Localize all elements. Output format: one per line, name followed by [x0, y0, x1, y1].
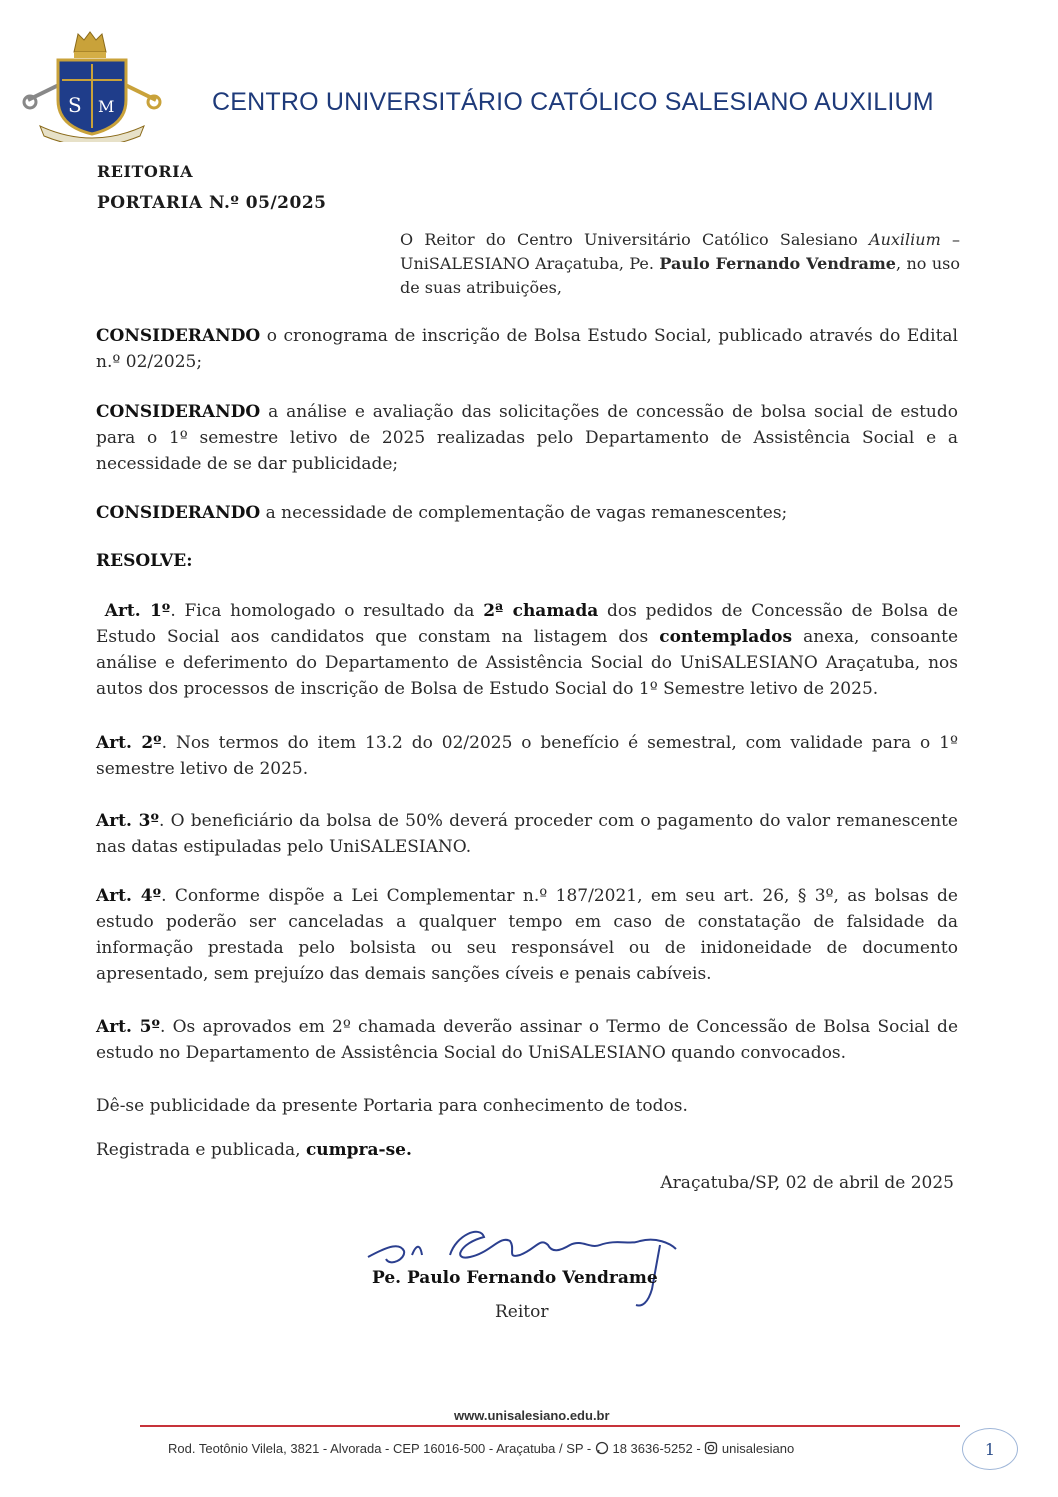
- department-label: REITORIA: [97, 162, 194, 181]
- article-2: Art. 2º. Nos termos do item 13.2 do 02/2025 o benefício é semestral, com validade para o 1º semestre letivo de 2025.: [96, 733, 958, 779]
- publicity-statement: Dê-se publicidade da presente Portaria para conhecimento de todos.: [96, 1096, 688, 1116]
- svg-text:M: M: [98, 97, 115, 116]
- article-5: Art. 5º. Os aprovados em 2º chamada deverão assinar o Termo de Concessão de Bolsa Social de estudo no Departamento de Assistência Social do UniSALESIANO quando convocados.: [96, 1017, 959, 1063]
- preamble: O Reitor do Centro Universitário Católico Salesiano Auxilium – UniSALESIANO Araçatuba, Pe. Paulo Fernando Vendrame, no uso de suas atribuições,: [400, 230, 961, 297]
- whatsapp-icon: [595, 1441, 609, 1455]
- instagram-icon: [704, 1441, 718, 1455]
- place-date: Araçatuba/SP, 02 de abril de 2025: [660, 1173, 954, 1193]
- salesian-coat-of-arms-icon: [18, 30, 166, 142]
- footer-divider: [140, 1425, 960, 1427]
- article-1: Art. 1º. Fica homologado o resultado da 2ª chamada dos pedidos de Concessão de Bolsa de Estudo Social aos candidatos que constam na listagem dos contemplados anexa, consoante análise e deferimento do Departamento de Assistência Social do UniSALESIANO Araçatuba, nos autos dos processos de inscrição de Bolsa de Estudo Social do 1º Semestre letivo de 2025.: [96, 601, 959, 699]
- resolve-heading: RESOLVE:: [96, 551, 193, 571]
- institution-name: CENTRO UNIVERSITÁRIO CATÓLICO SALESIANO AUXILIUM: [212, 88, 934, 116]
- article-3: Art. 3º. O beneficiário da bolsa de 50% deverá proceder com o pagamento do valor remanescente nas datas estipuladas pelo UniSALESIANO.: [96, 811, 958, 857]
- ordinance-number: PORTARIA N.º 05/2025: [97, 193, 327, 213]
- considering-paragraph: CONSIDERANDO a necessidade de complementação de vagas remanescentes;: [96, 503, 788, 523]
- article-4: Art. 4º. Conforme dispõe a Lei Complementar n.º 187/2021, em seu art. 26, § 3º, as bolsas de estudo poderão ser canceladas a qualquer tempo em caso de constatação de falsidade da informação prestada pelo bolsista ou seu responsável ou de inidoneidade de documento apresentado, sem prejuízo das demais sanções cíveis e penais cabíveis.: [96, 886, 958, 984]
- considering-paragraph: CONSIDERANDO a análise e avaliação das solicitações de concessão de bolsa social de estudo para o 1º semestre letivo de 2025 realizadas pelo Departamento de Assistência Social e a necessidade de se dar publicidade;: [96, 402, 958, 474]
- footer-website-link[interactable]: www.unisalesiano.edu.br: [454, 1408, 610, 1423]
- footer-address: Rod. Teotônio Vilela, 3821 - Alvorada - CEP 16016-500 - Araçatuba / SP - 18 3636-5252 - unisalesiano: [168, 1441, 795, 1456]
- svg-text:S: S: [68, 93, 82, 117]
- signer-name: Pe. Paulo Fernando Vendrame: [372, 1268, 658, 1288]
- registered-statement: Registrada e publicada, cumpra-se.: [96, 1140, 412, 1160]
- page-number: 1: [962, 1428, 1018, 1470]
- considering-paragraph: CONSIDERANDO o cronograma de inscrição de Bolsa Estudo Social, publicado através do Edital n.º 02/2025;: [96, 326, 958, 372]
- signer-role: Reitor: [495, 1302, 549, 1322]
